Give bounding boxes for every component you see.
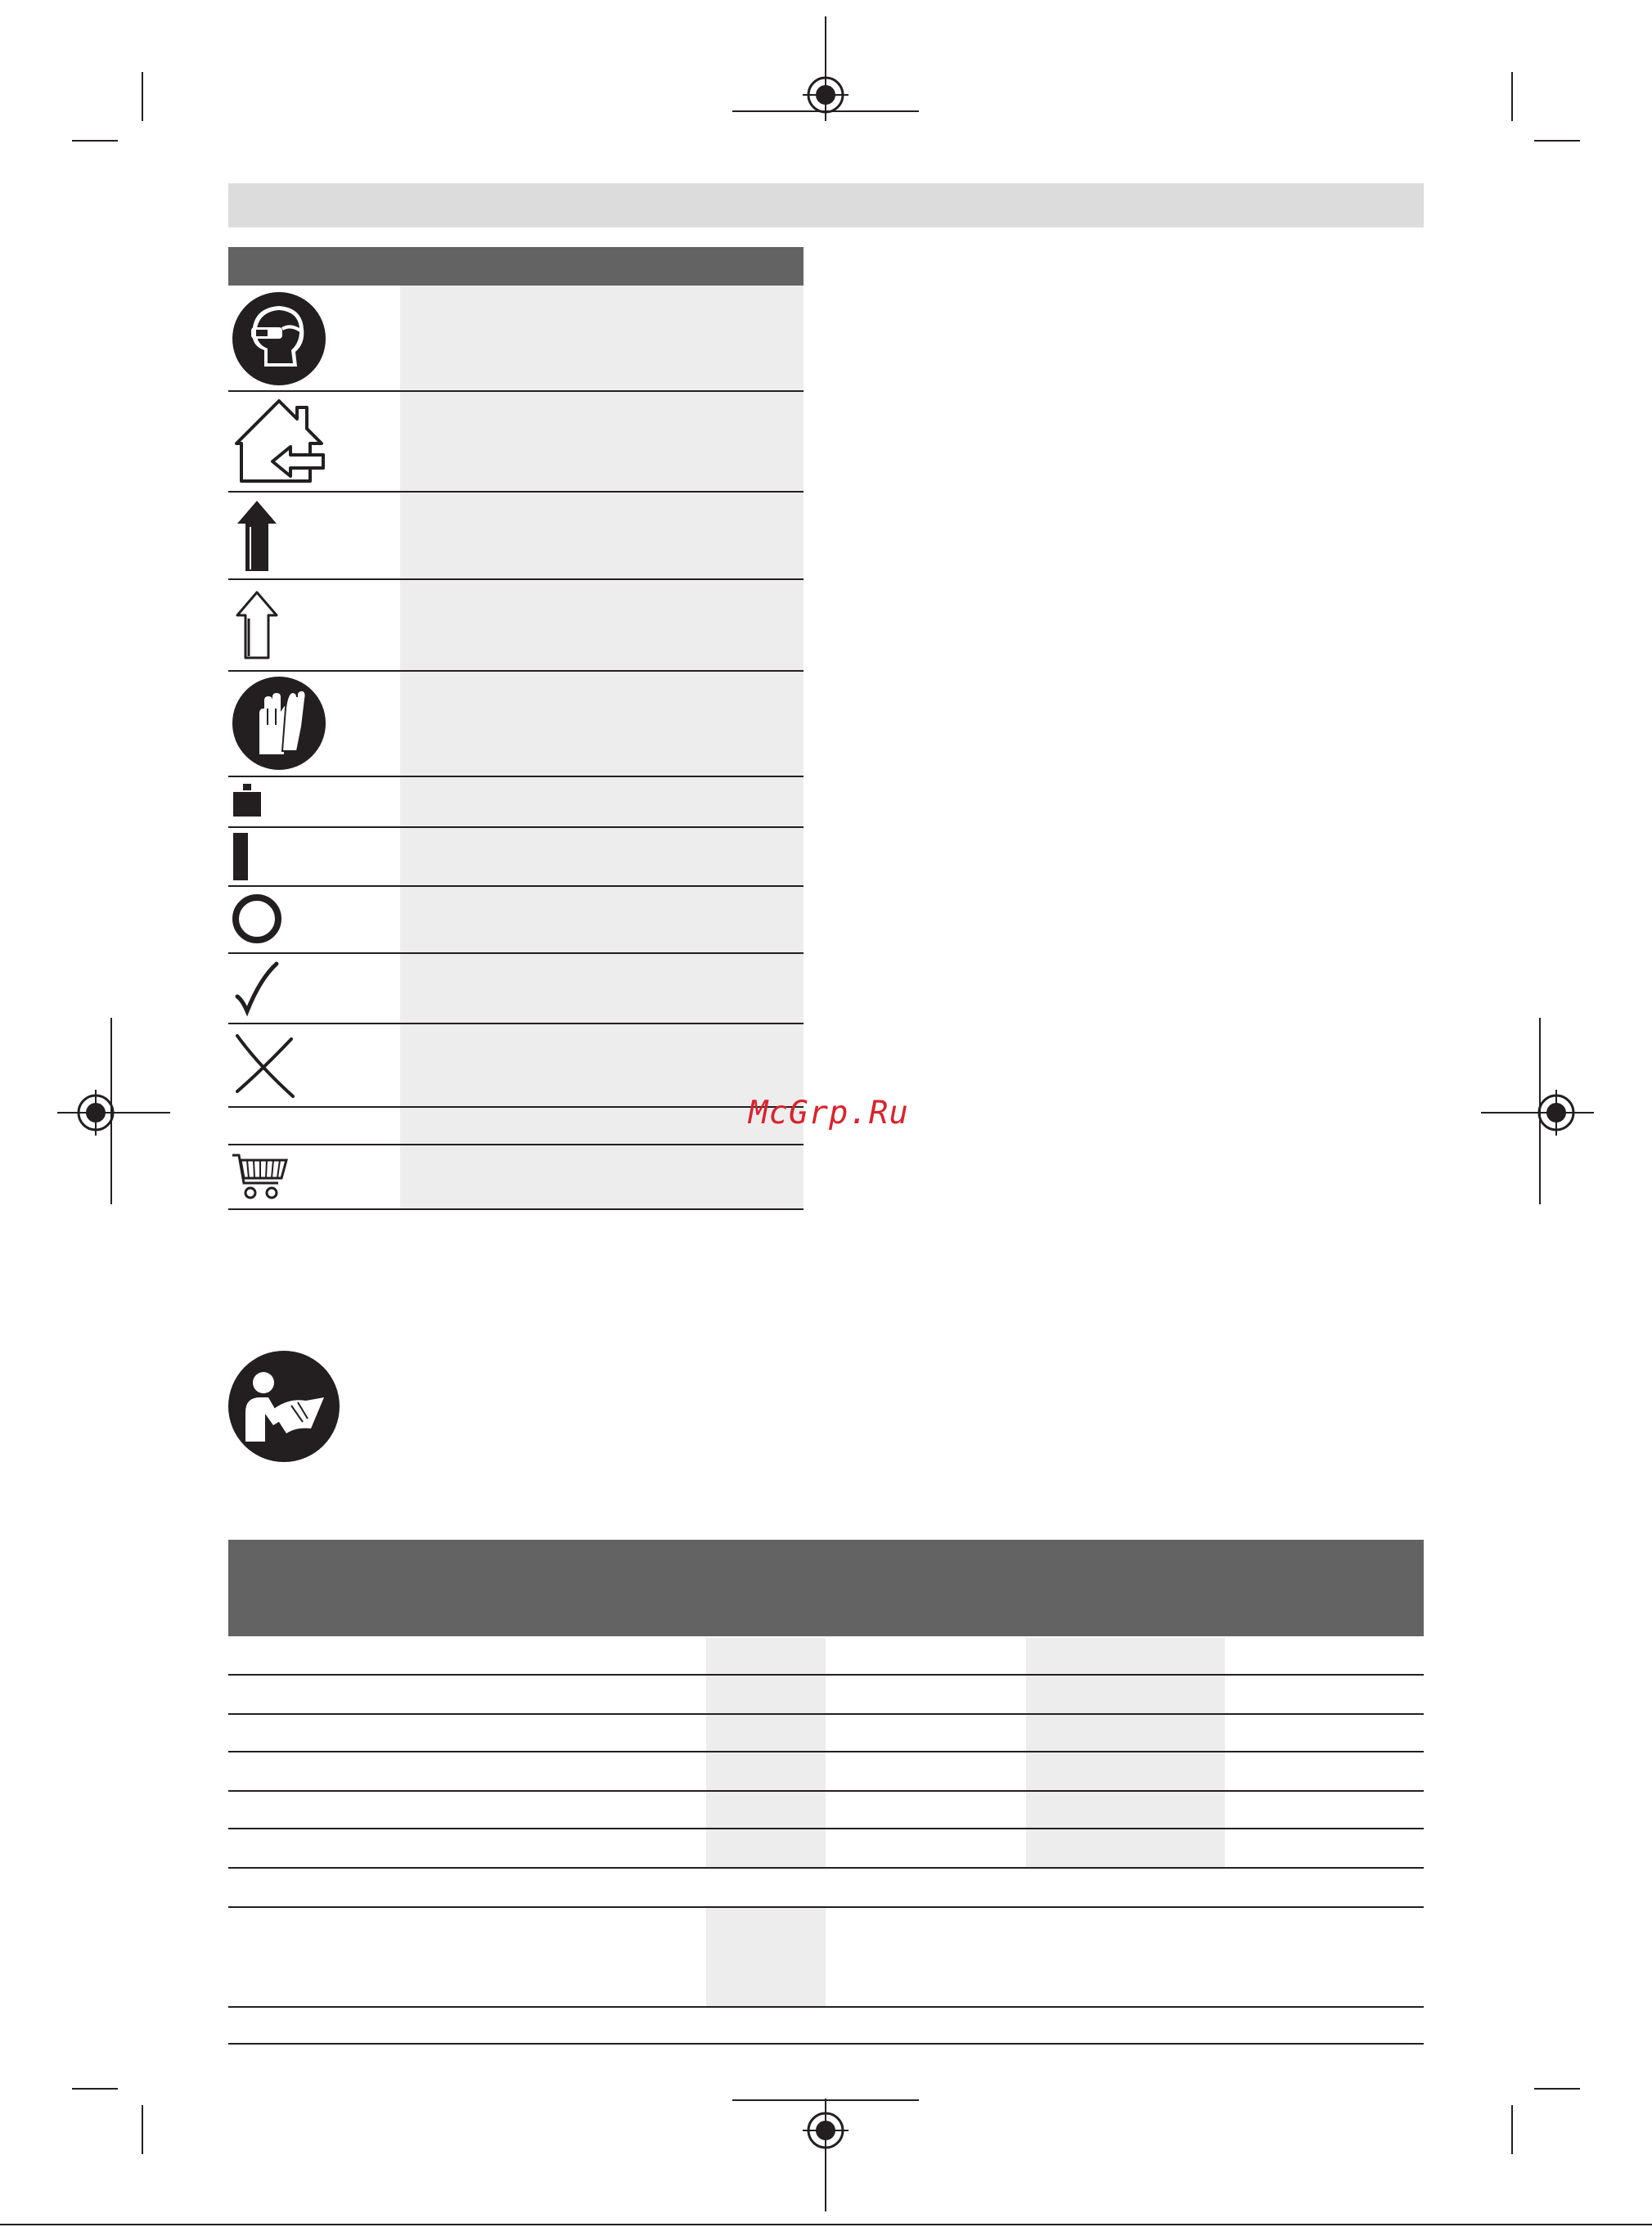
spec-column-shade-2 — [1026, 1638, 1225, 1867]
weight-icon — [232, 784, 264, 818]
shopping-cart-icon — [231, 1150, 288, 1201]
registration-mark-top — [732, 16, 921, 123]
watermark: McGrp.Ru — [749, 1095, 909, 1131]
protective-gloves-icon — [232, 676, 326, 771]
registration-mark-left — [57, 1018, 172, 1206]
read-manual-icon — [227, 1350, 340, 1463]
bottom-edge-line — [0, 2224, 1652, 2225]
black-bar-icon — [233, 833, 250, 880]
spec-table-header — [228, 1540, 1424, 1636]
face-shield-mandatory-icon — [232, 291, 326, 386]
spec-cell-shade-3 — [706, 1908, 826, 2006]
filled-arrow-up-icon — [234, 499, 283, 573]
registration-mark-bottom — [732, 2099, 921, 2213]
outline-arrow-up-icon — [234, 591, 283, 661]
cross-icon — [234, 1033, 296, 1098]
symbol-table-text-column — [400, 286, 803, 1210]
page-header-bar — [228, 183, 1424, 227]
checkmark-icon — [234, 962, 285, 1015]
spec-column-shade-1 — [706, 1638, 826, 1867]
symbol-table-header — [228, 247, 803, 286]
circle-outline-icon — [232, 893, 282, 944]
registration-mark-right — [1481, 1018, 1596, 1206]
indoor-use-icon — [232, 396, 326, 486]
